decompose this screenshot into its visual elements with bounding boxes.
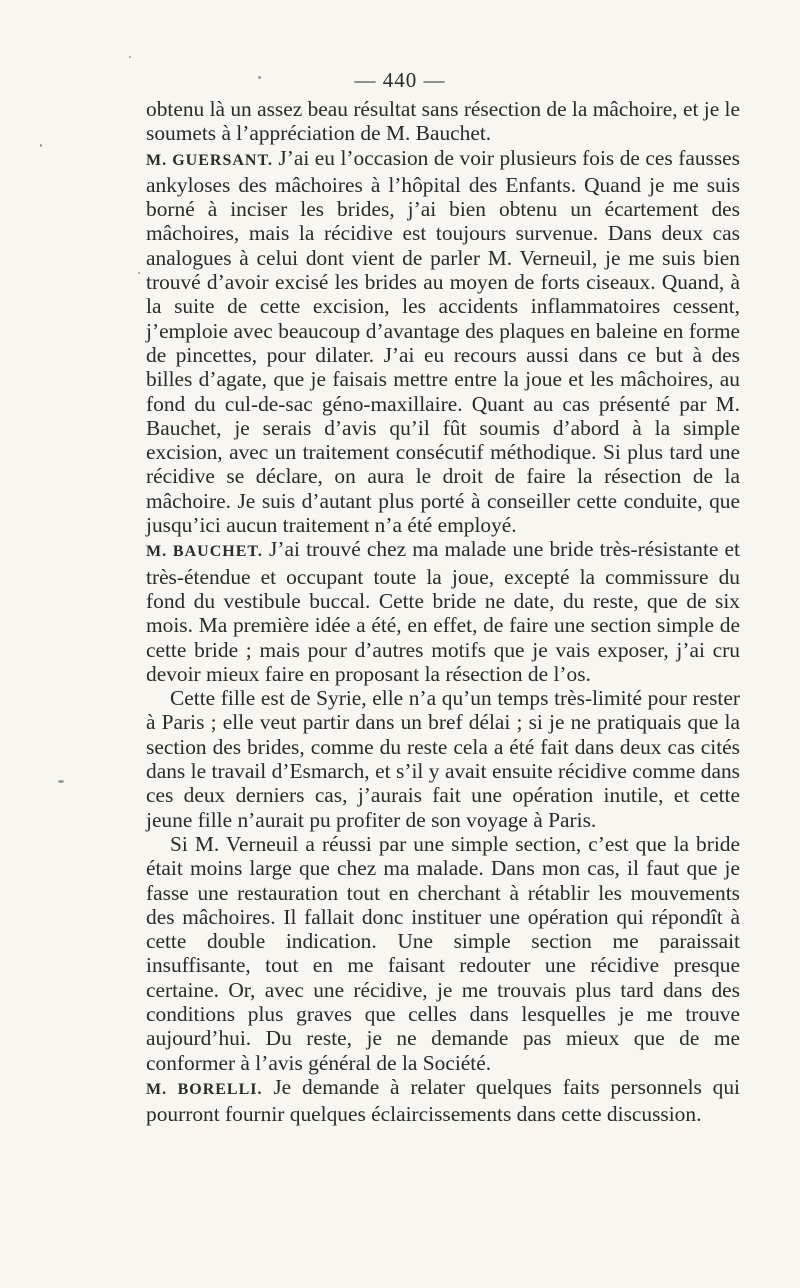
paragraph [146, 146, 740, 538]
page-text [146, 97, 740, 1126]
paragraph-text: J’ai trouvé chez ma malade une bride très-résistante et très-étendue et occupant toute la joue, excepté la commissure du fond du vestibule buccal. Cette bride ne date, du reste, que de six mois. Ma première idée a été, en effet, de faire une section simple de cette bride ; mais pour d’autres motifs que je vais exposer, j’ai cru devoir mieux faire en proposant la résection de l’os. [146, 537, 740, 686]
paragraph-text: obtenu là un assez beau résultat sans résection de la mâchoire, et je le soumets à l’appréciation de M. Bauchet. [146, 97, 740, 146]
paragraph [146, 1075, 740, 1127]
paper-speck [58, 780, 64, 783]
paragraph-text: J’ai eu l’occasion de voir plusieurs fois de ces fausses ankyloses des mâchoires à l’hôpital des Enfants. Quand je me suis borné à inciser les brides, j’ai bien obtenu un écartement des mâchoires, mais la récidive est toujours survenue. Dans deux cas analogues à celui dont vient de parler M. Verneuil, je me suis bien trouvé d’avoir excisé les brides au moyen de forts ciseaux. Quand, à la suite de cette excision, les accidents inflammatoires cessent, j’emploie avec beaucoup d’avantage des plaques en baleine en forme de pincettes, pour dilater. J’ai eu recours aussi dans ce but à des billes d’agate, que je faisais mettre entre la joue et les mâchoires, au fond du cul-de-sac géno-maxillaire. Quant au cas présenté par M. Bauchet, je serais d’avis qu’il fût soumis d’abord à la simple excision, avec un traitement consécutif méthodique. Si plus tard une récidive se déclare, on aura le droit de faire la résection de la mâchoire. Je suis d’autant plus porté à conseiller cette conduite, que jusqu’ici aucun traitement n’a été employé. [146, 145, 740, 538]
speaker-name: M. GUERSANT. [146, 151, 273, 169]
paragraph-text: Cette fille est de Syrie, elle n’a qu’un temps très-limité pour rester à Paris ; elle veut partir dans un bref délai ; si je ne pratiquais que la section des brides, comme du reste cela a été fait dans deux cas cités dans le travail d’Esmarch, et s’il y avait ensuite récidive comme dans ces deux derniers cas, j’aurais fait une opération inutile, et cette jeune fille n’aurait pu profiter de son voyage à Paris. [146, 686, 740, 832]
paragraph [146, 97, 740, 146]
paper-speck [129, 56, 131, 58]
paper-speck [258, 76, 261, 79]
paragraph-text: Je demande à relater quelques faits personnels qui pourront fournir quelques éclaircissements dans cette discussion. [146, 1074, 741, 1127]
paragraph [146, 686, 740, 832]
paragraph-text: Si M. Verneuil a réussi par une simple section, c’est que la bride était moins large que chez ma malade. Dans mon cas, il faut que je fasse une restauration tout en cherchant à rétablir les mouvements des mâchoires. Il fallait donc instituer une opération qui répondît à cette double indication. Une simple section me paraissait insuffisante, tout en me faisant redouter une récidive presque certaine. Or, avec une récidive, je me trouvais plus tard dans des conditions plus graves que celles dans lesquelles je me trouve aujourd’hui. Du reste, je ne demande pas mieux que de me conformer à l’avis général de la Société. [146, 831, 740, 1075]
paragraph [146, 832, 740, 1075]
speaker-name: M. BAUCHET. [146, 543, 263, 561]
paper-speck [138, 272, 140, 274]
paragraph [146, 537, 740, 686]
page-number: — 440 — [354, 68, 446, 92]
speaker-name: M. BORELLI. [146, 1080, 263, 1098]
paper-speck [40, 144, 42, 147]
